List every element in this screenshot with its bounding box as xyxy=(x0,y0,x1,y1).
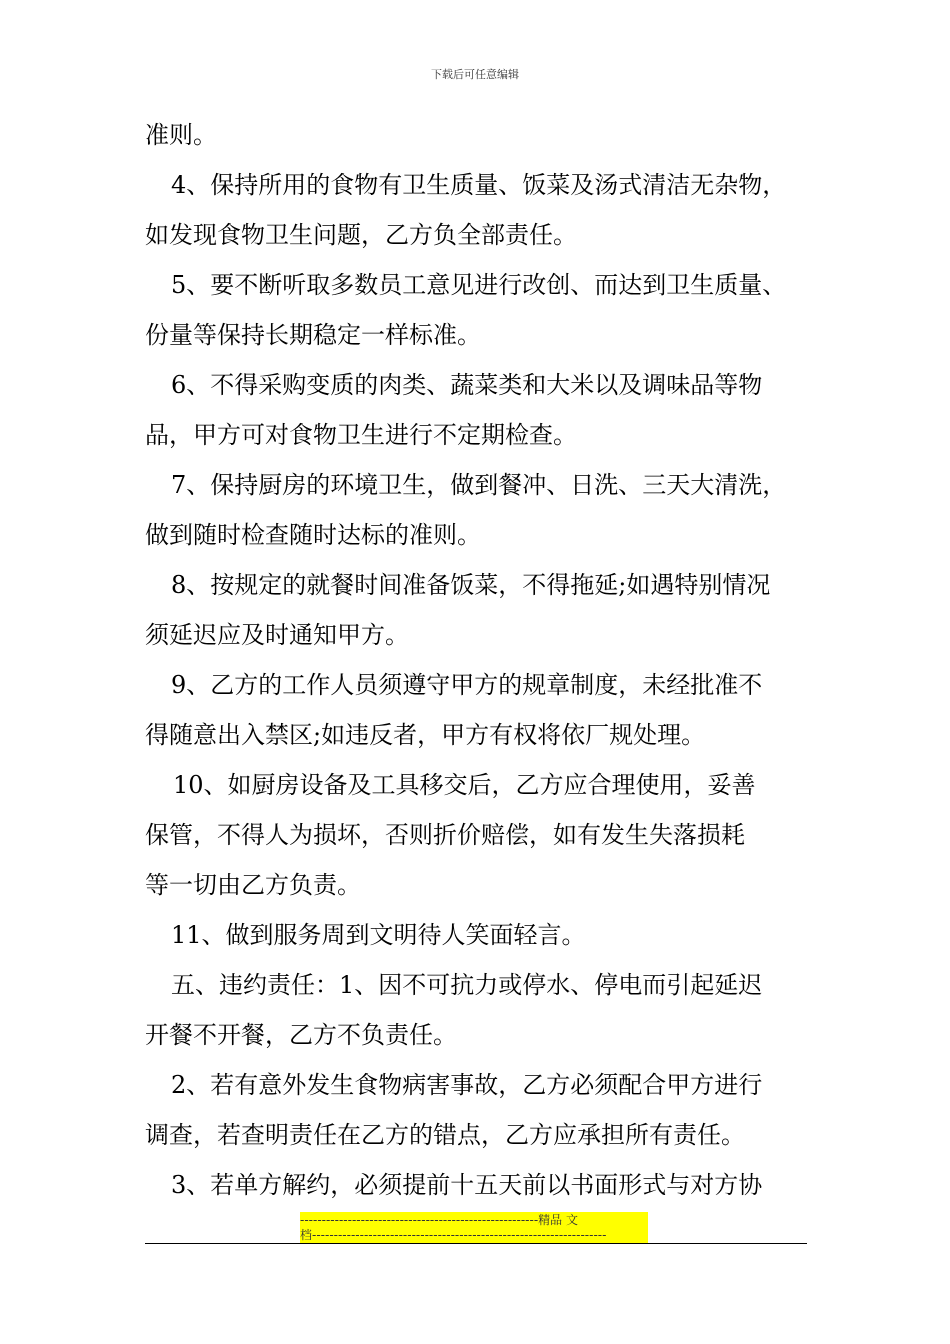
text-line: 11、做到服务周到文明待人笑面轻言。 xyxy=(171,921,586,949)
text-line: 9、乙方的工作人员须遵守甲方的规章制度，未经批准不 xyxy=(171,671,763,699)
text-line: 2、若有意外发生食物病害事故，乙方必须配合甲方进行 xyxy=(171,1071,763,1099)
text-line: 品，甲方可对食物卫生进行不定期检查。 xyxy=(145,421,577,449)
text-line: 4、保持所用的食物有卫生质量、饭菜及汤式清洁无杂物， xyxy=(171,171,787,199)
text-line: 五、违约责任：1、因不可抗力或停水、停电而引起延迟 xyxy=(171,971,763,999)
page-header: 下载后可任意编辑 xyxy=(431,68,519,81)
text-line: 开餐不开餐，乙方不负责任。 xyxy=(145,1021,457,1049)
text-line: 做到随时检查随时达标的准则。 xyxy=(145,521,481,549)
text-line: 7、保持厨房的环境卫生，做到餐冲、日洗、三天大清洗， xyxy=(171,471,787,499)
text-line: 保管，不得人为损坏，否则折价赔偿，如有发生失落损耗 xyxy=(145,821,745,849)
text-line: 等一切由乙方负责。 xyxy=(145,871,361,899)
text-line: 5、要不断听取多数员工意见进行改创、而达到卫生质量、 xyxy=(171,271,787,299)
footer-watermark-line1: -------------------------------------------------------精品 文 xyxy=(300,1212,648,1228)
text-line: 得随意出入禁区;如违反者，甲方有权将依厂规处理。 xyxy=(145,721,706,749)
text-line: 调查，若查明责任在乙方的错点，乙方应承担所有责任。 xyxy=(145,1121,745,1149)
footer-divider xyxy=(145,1243,807,1244)
text-line: 3、若单方解约，必须提前十五天前以书面形式与对方协 xyxy=(171,1171,763,1199)
text-line: 须延迟应及时通知甲方。 xyxy=(145,621,409,649)
text-line: 6、不得采购变质的肉类、蔬菜类和大米以及调味品等物 xyxy=(171,371,763,399)
text-line: 如发现食物卫生问题，乙方负全部责任。 xyxy=(145,221,577,249)
text-line: 10、如厨房设备及工具移交后，乙方应合理使用，妥善 xyxy=(173,771,756,799)
text-line: 份量等保持长期稳定一样标准。 xyxy=(145,321,481,349)
text-line: 8、按规定的就餐时间准备饭菜，不得拖延;如遇特别情况 xyxy=(171,571,771,599)
text-line: 准则。 xyxy=(145,121,217,149)
footer-watermark-line2: 档-------------------------------------------------------------------- xyxy=(300,1227,648,1243)
